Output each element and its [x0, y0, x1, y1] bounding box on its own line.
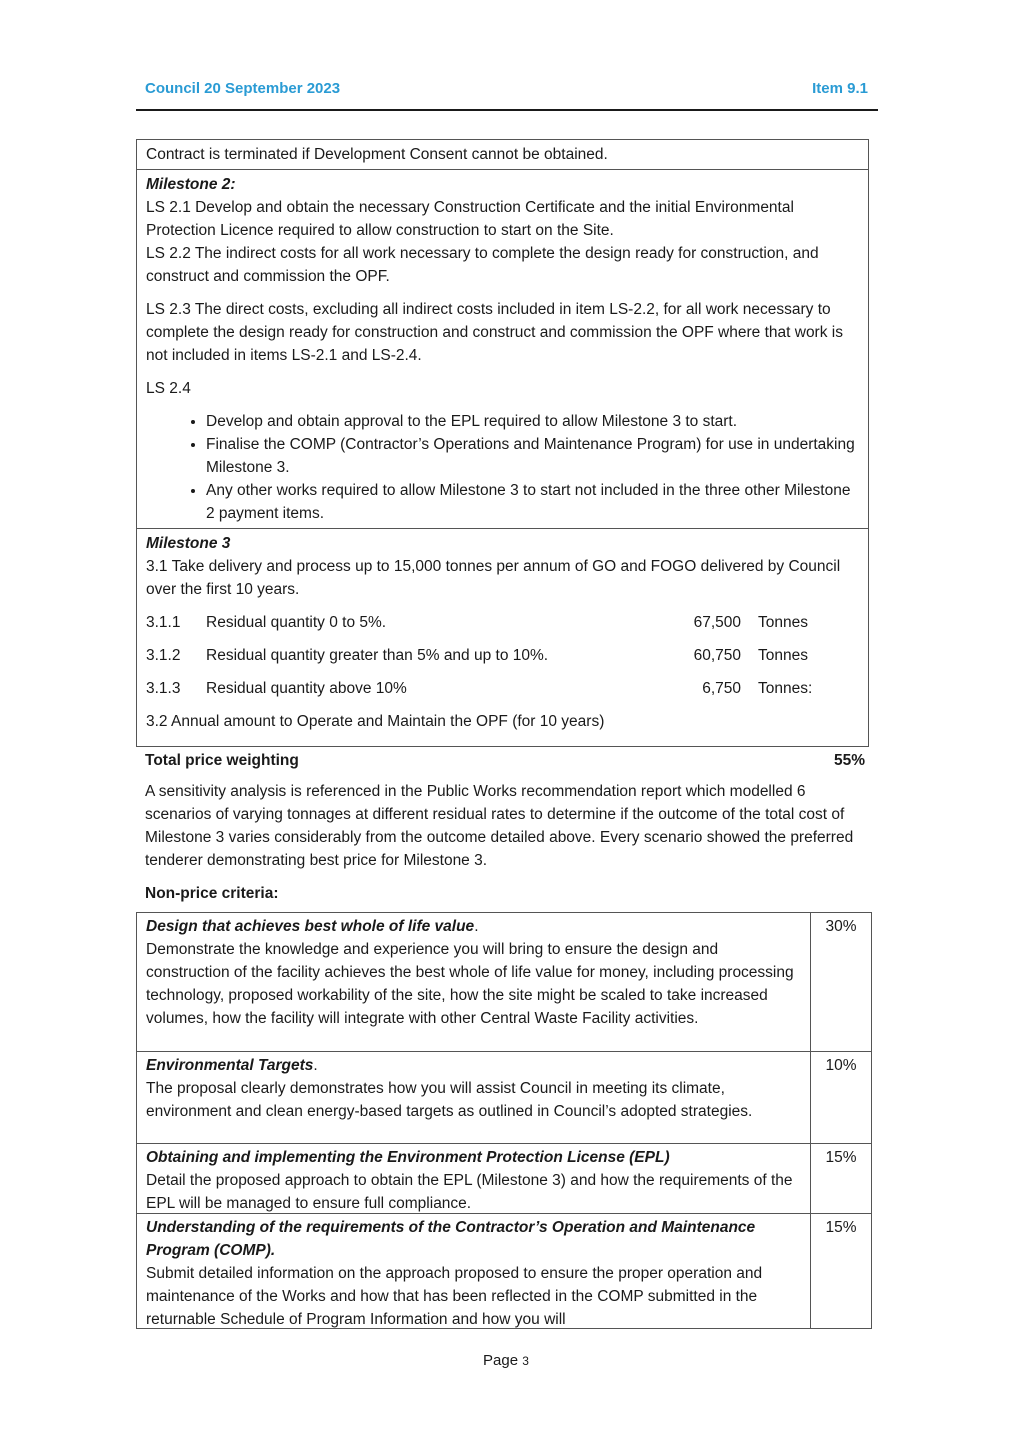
item-unit: Tonnes: [758, 647, 808, 664]
criteria-weight: 15%: [825, 1219, 857, 1236]
page-footer: [0, 1352, 1012, 1369]
termination-row: [137, 140, 868, 170]
item-number: 3.1.2: [146, 647, 181, 664]
criteria-weight: 30%: [825, 918, 857, 935]
item-quantity: 60,750: [693, 647, 741, 664]
milestone-3-row: [137, 529, 868, 736]
item-number: 3.1.3: [146, 680, 181, 697]
item-unit: Tonnes:: [758, 680, 813, 697]
item-quantity: 6,750: [702, 680, 741, 697]
price-schedule-table: [136, 139, 869, 747]
criteria-body: Demonstrate the knowledge and experience you will bring to ensure the design and construction of the facility achieves the best whole of life value for money, including processing technology, proposed workability of the site, how the site might be scaled to take increased volumes, how the facility will integrate with other Central Waste Facility activities.: [146, 941, 794, 1027]
termination-text: Contract is terminated if Development Consent cannot be obtained.: [146, 146, 608, 163]
header-divider: [136, 109, 878, 111]
criteria-title: Design that achieves best whole of life value: [146, 918, 475, 935]
total-label: Total price weighting: [145, 752, 299, 769]
item-description: Residual quantity greater than 5% and up to 10%.: [206, 647, 549, 664]
milestone-3-heading: Milestone 3: [146, 535, 231, 552]
item-unit: Tonnes: [758, 614, 808, 631]
header-meeting-date: Council 20 September 2023: [145, 80, 341, 97]
quantity-line: [146, 611, 859, 634]
milestone-3-intro: 3.1 Take delivery and process up to 15,000 tonnes per annum of GO and FOGO delivered by Council over the first 10 years.: [146, 558, 841, 598]
criteria-row: [137, 1144, 871, 1214]
header-item-number: Item 9.1: [812, 80, 868, 97]
item-description: Residual quantity above 10%: [206, 680, 407, 697]
title-suffix: .: [313, 1057, 318, 1074]
quantity-line: [146, 644, 859, 667]
criteria-body: Detail the proposed approach to obtain the EPL (Milestone 3) and how the requirements of the EPL will be managed to ensure full compliance.: [146, 1172, 793, 1212]
criteria-weight: 15%: [825, 1149, 857, 1166]
criteria-title: Understanding of the requirements of the Contractor’s Operation and Maintenance Program (COMP).: [146, 1219, 756, 1259]
item-quantity: 67,500: [693, 614, 741, 631]
page-number: 3: [522, 1354, 529, 1368]
non-price-heading: Non-price criteria:: [145, 885, 279, 902]
title-suffix: .: [474, 918, 479, 935]
criteria-description: [137, 1052, 811, 1143]
milestone-2-row: [137, 170, 868, 529]
criteria-description: [137, 1214, 811, 1328]
list-item: • Any other works required to allow Milestone 3 to start not included in the three other Milestone 2 payment items.: [206, 479, 859, 525]
list-item: • Finalise the COMP (Contractor’s Operations and Maintenance Program) for use in undertaking Milestone 3.: [206, 433, 859, 479]
criteria-row: [137, 1052, 871, 1144]
item-description: Residual quantity 0 to 5%.: [206, 614, 387, 631]
non-price-criteria-table: [136, 912, 872, 1329]
total-value: 55%: [833, 752, 865, 769]
annual-amount-text: 3.2 Annual amount to Operate and Maintain the OPF (for 10 years): [146, 713, 605, 730]
total-price-weighting: [145, 749, 865, 772]
criteria-title: Obtaining and implementing the Environment Protection License (EPL): [146, 1149, 670, 1166]
page-header: [145, 80, 868, 110]
ls-2-1-text: LS 2.1 Develop and obtain the necessary Construction Certificate and the initial Environmental Protection Licence required to allow construction to start on the Site.: [146, 199, 794, 239]
criteria-description: [137, 913, 811, 1051]
criteria-description: [137, 1144, 811, 1213]
page-label: Page: [483, 1352, 519, 1369]
milestone-2-heading: Milestone 2:: [146, 176, 236, 193]
ls-2-3-text: LS 2.3 The direct costs, excluding all indirect costs included in item LS-2.2, for all work necessary to complete the design ready for construction and construct and commission the OPF where that work is not included in items LS-2.1 and LS-2.4.: [146, 301, 843, 364]
criteria-weight: 10%: [825, 1057, 857, 1074]
quantity-line: [146, 677, 859, 700]
ls-2-4-bullet-list: [146, 410, 859, 525]
ls-2-2-text: LS 2.2 The indirect costs for all work necessary to complete the design ready for construction, and construct and commission the OPF.: [146, 245, 819, 285]
criteria-row: [137, 913, 871, 1052]
list-item: • Develop and obtain approval to the EPL required to allow Milestone 3 to start.: [206, 410, 859, 433]
item-number: 3.1.1: [146, 614, 181, 631]
sensitivity-paragraph: A sensitivity analysis is referenced in the Public Works recommendation report which modelled 6 scenarios of varying tonnages at different residual rates to determine if the outcome of the total cost of Milestone 3 varies considerably from the outcome detailed above. Every scenario showed the preferred tenderer demonstrating best price for Milestone 3.: [145, 783, 854, 869]
criteria-row: [137, 1214, 871, 1328]
ls-2-4-label: LS 2.4: [146, 380, 191, 397]
criteria-title: Environmental Targets: [146, 1057, 314, 1074]
criteria-body: The proposal clearly demonstrates how you will assist Council in meeting its climate, environment and clean energy-based targets as outlined in Council’s adopted strategies.: [146, 1080, 753, 1120]
criteria-body: Submit detailed information on the approach proposed to ensure the proper operation and maintenance of the Works and how that has been reflected in the COMP submitted in the returnable Schedule of Program Information and how you will: [146, 1265, 763, 1328]
